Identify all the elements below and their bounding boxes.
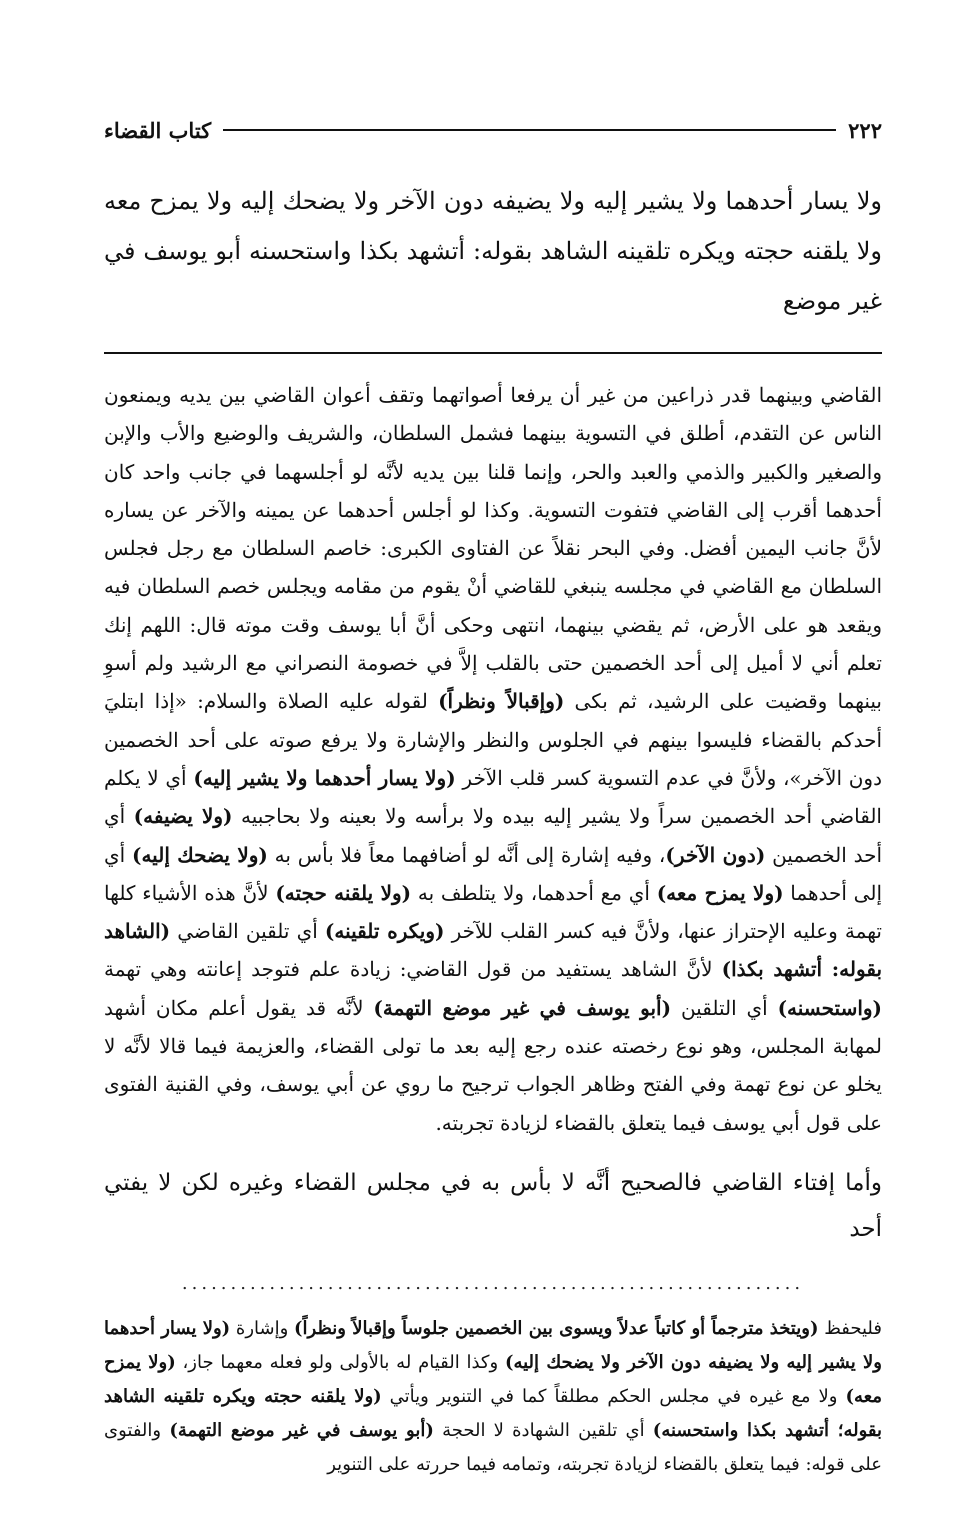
hashiya-run: فليحفظ (818, 1317, 882, 1339)
sharh-bold-phrase: (أبو يوسف في غير موضع التهمة) (373, 995, 672, 1020)
sharh-text (104, 376, 882, 1142)
sharh-run: أي أحد الخصمين (104, 804, 882, 867)
hashiya-run: وإشارة (230, 1317, 295, 1339)
sharh-run: القاضي وبينهما قدر ذراعين من غير أن يرفعا أصواتهما وتقف أعوان القاضي بين يديه ويمنعون الناس عن التقدم، أطلق في التسوية بينهما فشمل السلطان، والشريف والوضيع والأب والإبن والصغير والكبير والذمي والعبد والحر، وإنما قلنا بين يديه لأنَّه لو أجلسهما في جانب واحد كان أحدهما أقرب إلى القاضي فتفوت التسوية. وكذا لو أجلس أحدهما عن يمينه والآخر عن يساره لأنَّ جانب اليمين أفضل. وفي البحر نقلاً عن الفتاوى الكبرى: خاصم السلطان مع رجل فجلس السلطان مع القاضي في مجلسه ينبغي للقاضي أنْ يقوم من مقامه ويجلس خصم السلطان فيه ويقعد هو على الأرض، ثم يقضي بينهما، انتهى وحكى أنَّ أبا يوسف وقت موته قال: اللهم إنك تعلم أني لا أميل إلى أحد الخصمين حتى بالقلب إلاَّ في خصومة النصراني مع الرشيد ولم أسوِ بينهما وقضيت على الرشيد، ثم بكى (104, 383, 882, 714)
sharh-run: لأنَّ هذه الأشياء كلها تهمة وعليه الإحتراز عنها، ولأنَّ فيه كسر القلب للآخر (104, 880, 882, 944)
matn-separator (104, 352, 882, 354)
sharh-bold-phrase: (واستحسنه) (777, 995, 883, 1020)
sharh-bold-phrase: (الشاهد بقوله: أتشهد بكذا) (104, 919, 883, 982)
hashiya-bold-phrase: (ولا يسار أحدهما ولا يشير إليه ولا يضيفه دون الآخر ولا يضحك إليه) (103, 1317, 883, 1373)
sharh-bold-phrase: (وإقبالاً ونظراً) (438, 689, 565, 714)
hashiya-run: والفتوى على قوله: فيما يتعلق بالقضاء لزيادة تجربته، وتمامه فيما حررته على التنوير (104, 1419, 882, 1475)
hashiya-footnote (104, 1312, 882, 1482)
sharh-bold-phrase: (ولا يسار أحدهما ولا يشير إليه) (193, 765, 456, 790)
sharh-bold-phrase: (دون الآخر) (665, 842, 766, 867)
hashiya-run: وكذا القيام له بالأولى ولو فعله معهما جاز، (175, 1351, 505, 1373)
matn-text: ولا يسار أحدهما ولا يشير إليه ولا يضيفه دون الآخر ولا يضحك إليه ولا يمزح معه ولا يلقنه حجته ويكره تلقينه الشاهد بقوله: أتشهد بكذا واستحسنه أبو يوسف في غير موضع (104, 187, 882, 315)
sharh-bold-phrase: (ولا يضحك إليه) (132, 842, 268, 867)
sharh-run: أي مع أحدهما، ولا يتلطف به (411, 880, 657, 905)
page-number: ٢٢٢ (848, 117, 882, 143)
sharh-run: لقوله عليه الصلاة والسلام: «إذا ابتليَ أحدكم بالقضاء فليسوا بينهم في الجلوس والنظر والإشارة ولا يرفع صوته على أحد الخصمين دون الآخر»، ولأنَّ في عدم التسوية كسر قلب الآخر (104, 689, 883, 790)
sharh-run: ، وفيه إشارة إلى أنَّه لو أضافهما معاً فلا بأس به (267, 842, 666, 867)
sharh-run: لأنَّ الشاهد يستفيد من قول القاضي: زيادة علم فتوجد إعانته وهي تهمة (104, 957, 722, 982)
sharh-bold-phrase: (ويكره تلقينه) (324, 919, 445, 944)
header-rule (223, 129, 836, 131)
hashiya-bold-phrase: (ولا يلقنه حجته ويكره تلقينه الشاهد بقوله؛ أتشهد بكذا واستحسنه) (104, 1385, 882, 1441)
sharh-run: أي تلقين القاضي (170, 919, 325, 944)
sharh-run: أي لا يكلم القاضي أحد الخصمين سراً ولا يشير إليه بيده ولا برأسه ولا بعينه ولا بحاجبيه (104, 765, 882, 829)
book-title: كتاب القضاء (104, 117, 212, 143)
sharh-run: أي التلقين (671, 995, 778, 1020)
sharh-run: أي إلى أحدهما (104, 842, 882, 905)
sharh-bold-phrase: (ولا يلقنه حجته) (275, 880, 412, 905)
sharh-bold-phrase: (ولا يضيفه) (133, 804, 233, 829)
after-text: وأما إفتاء القاضي فالصحيح أنَّه لا بأس به في مجلس القضاء وغيره لكن لا يفتي أحد (104, 1169, 882, 1242)
footnote-dotted-separator: ................................................................ (181, 1273, 805, 1294)
hashiya-bold-phrase: (أبو يوسف في غير موضع التهمة) (169, 1419, 434, 1441)
hashiya-bold-phrase: (ويتخذ مترجماً أو كاتباً عدلاً ويسوى بين الخصمين جلوساً وإقبالاً ونظراً) (294, 1317, 819, 1339)
sharh-bold-phrase: (ولا يمزح معه) (656, 880, 784, 905)
page-header (104, 110, 882, 150)
hashiya-run: ولا مع غيره في مجلس الحكم مطلقاً كما في التنوير ويأتي (381, 1385, 846, 1407)
hashiya-run: أي تلقين الشهادة لا الحجة (433, 1419, 653, 1441)
sharh-run: لأنَّه قد يقول أعلم مكان أشهد لمهابة المجلس، وهو نوع رخصته عنده رجع إليه بعد ما تولى القضاء، والعزيمة فيما قالا لأنَّه لا يخلو عن نوع تهمة وفي الفتح وظاهر الجواب ترجيح ما روي عن أبي يوسف، وفي القنية الفتوى على قول أبي يوسف فيما يتعلق بالقضاء لزيادة تجربته. (104, 995, 882, 1135)
hashiya-bold-phrase: (ولا يمزح معه) (104, 1351, 882, 1407)
